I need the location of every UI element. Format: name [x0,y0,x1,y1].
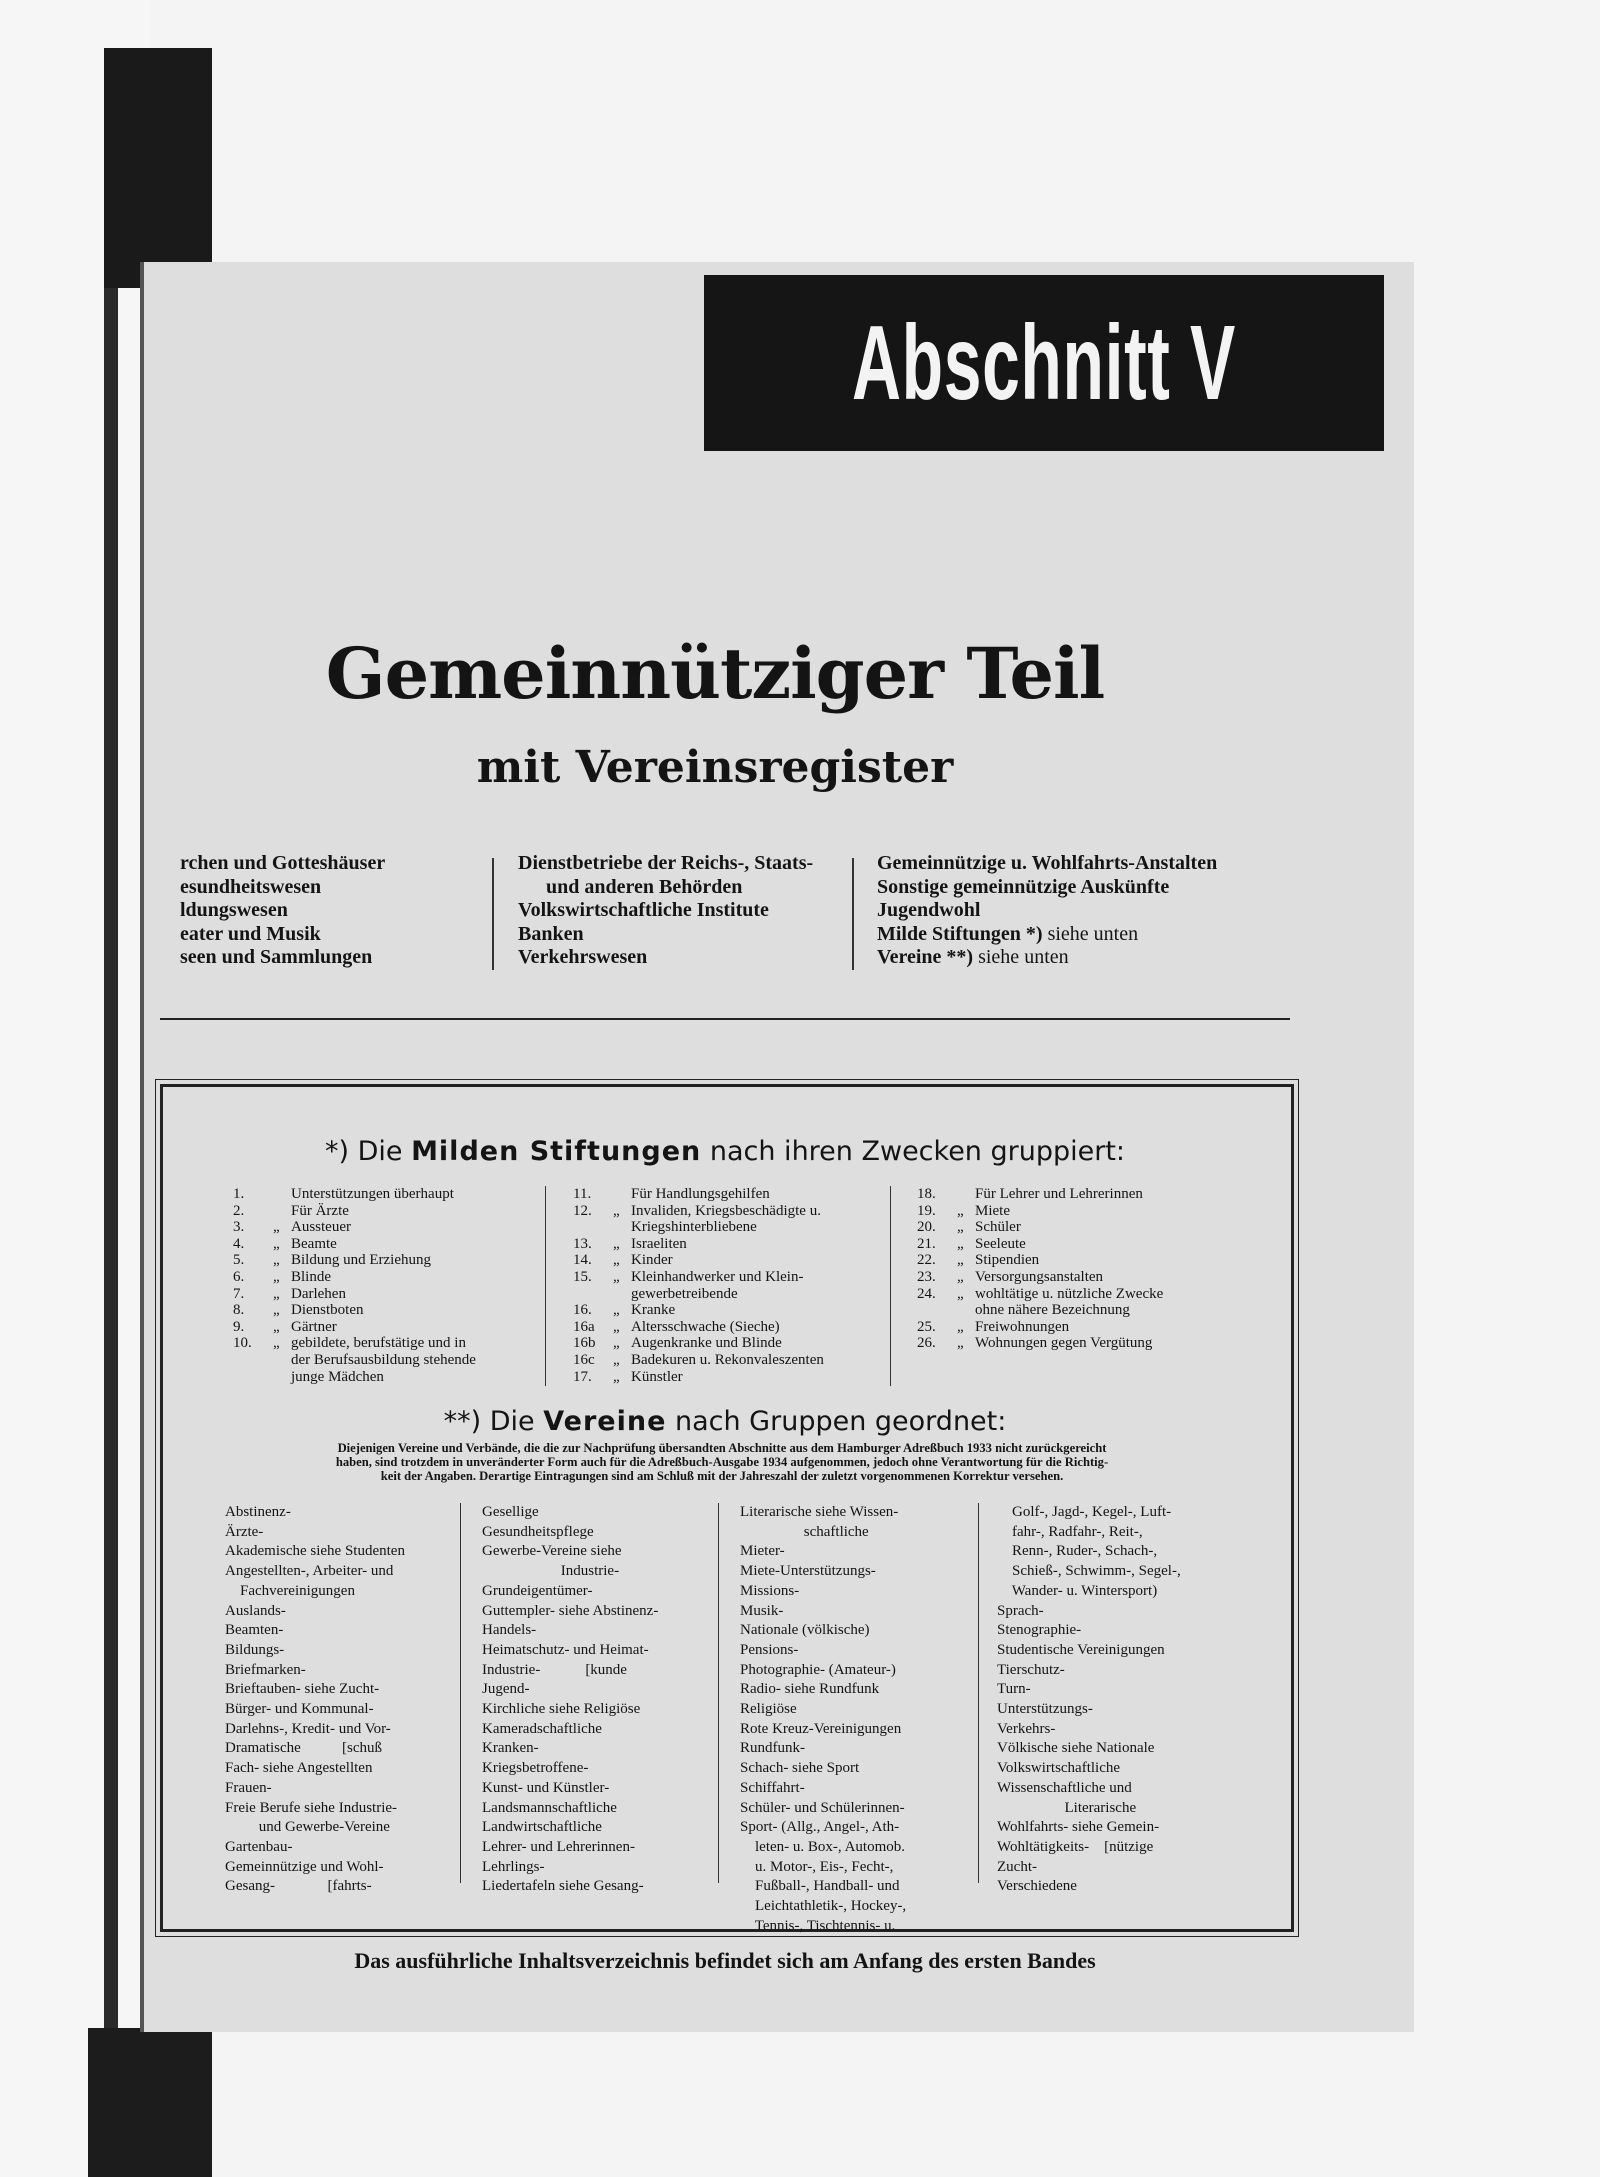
verein-group: Dramatische [schuß [225,1740,383,1757]
stiftung-row [917,1302,1217,1319]
verein-group: Wohltätigkeits- [nützige [997,1838,1154,1855]
ditto-mark: „ [613,1351,620,1368]
verein-group: Gesang- [fahrts- [225,1878,372,1895]
verein-group: Kameradschaftliche [482,1720,602,1737]
verein-group: Schüler- und Schülerinnen- [740,1799,905,1816]
stiftung-number: 4. [233,1235,245,1252]
verein-group: Völkische siehe Nationale [997,1740,1155,1757]
verein-group: Wohlfahrts- siehe Gemein- [997,1819,1160,1836]
section-banner: Abschnitt V [704,275,1384,451]
toc-item: Verkehrswesen [518,946,648,968]
stiftung-purpose: gewerbetreibende [631,1285,738,1302]
ditto-mark [273,1186,291,1203]
verein-group: Freie Berufe siehe Industrie- [225,1799,398,1816]
stiftung-number: 24. [917,1285,936,1302]
stiftung-number: 19. [917,1202,936,1219]
verein-group: Angestellten-, Arbeiter- und [225,1563,394,1580]
note-line: haben, sind trotzdem in unveränderter Form auch für die Adreßbuch-Ausgabe 1934 aufgenommen, jedoch ohne Verantwortung für die Richtig- [335,1455,1109,1469]
verein-group: Brieftauben- siehe Zucht- [225,1681,380,1698]
stiftung-number: 3. [233,1219,245,1236]
verein-group: Bürger- und Kommunal- [225,1701,374,1718]
stiftung-row [917,1219,1217,1236]
verein-group: Volkswirtschaftliche [997,1760,1121,1777]
verein-group: Zucht- [997,1858,1037,1875]
verein-group: Missions- [740,1582,800,1599]
verein-group: Liedertafeln siehe Gesang- [482,1878,644,1895]
column-divider [460,1503,461,1883]
toc-column-2 [518,852,848,970]
column-divider [718,1503,719,1883]
toc-item: Jugendwohl [877,899,981,921]
verein-group: Akademische siehe Studenten [225,1543,405,1560]
verein-group: Ärzte- [225,1523,264,1540]
stiftung-number: 23. [917,1268,936,1285]
verein-group: Unterstützungs- [997,1701,1093,1718]
stiftung-purpose: Gärtner [291,1318,337,1335]
verein-group: Sprach- [997,1602,1044,1619]
stiftung-row [233,1319,523,1336]
ditto-mark [273,1203,291,1220]
verein-group: Kriegsbetroffene- [482,1760,589,1777]
toc-item: eater und Musik [180,922,321,945]
ditto-mark: „ [273,1285,280,1302]
verein-group: Schach- siehe Sport [740,1760,860,1777]
toc-item: Milde Stiftungen *) siehe unten [877,922,1139,945]
ditto-mark [613,1219,631,1236]
verein-group: Schiffahrt- [740,1779,805,1796]
stiftung-purpose: ohne nähere Bezeichnung [975,1302,1130,1319]
stiftung-row [573,1319,873,1336]
ditto-mark: „ [273,1335,280,1352]
toc-item: Banken [518,922,584,945]
stiftung-number: 13. [573,1235,592,1252]
stiftung-row [233,1335,523,1352]
toc-item: rchen und Gotteshäuser [180,852,386,874]
stiftung-purpose: Kranke [631,1302,676,1319]
stiftung-row [233,1286,523,1303]
stiftung-number: 12. [573,1202,592,1219]
verein-group: Photographie- (Amateur-) [740,1661,896,1678]
stiftung-number [233,1352,273,1369]
verein-group: Turn- [997,1681,1031,1698]
stiftungen-heading: *) Die Milden Stiftungen nach ihren Zwecken gruppiert: [324,1136,1126,1167]
stiftung-purpose: der Berufsausbildung stehende [291,1351,476,1368]
verein-group: Fußball-, Handball- und [740,1878,900,1895]
column-divider [978,1503,979,1883]
ditto-mark: „ [273,1302,280,1319]
stiftung-purpose: Kleinhandwerker und Klein- [631,1268,804,1285]
stiftung-row [917,1286,1217,1303]
verein-group: Landwirtschaftliche [482,1819,602,1836]
verein-group: Studentische Vereinigungen [997,1641,1165,1658]
ditto-mark: „ [613,1235,620,1252]
verein-group: Abstinenz- [225,1504,291,1520]
stiftung-row [573,1186,873,1203]
stiftung-number: 18. [917,1186,936,1202]
stiftung-purpose: Kriegshinterbliebene [631,1219,757,1236]
ditto-mark [613,1286,631,1303]
stiftung-row [917,1203,1217,1220]
verein-group: Fachvereinigungen [225,1582,355,1599]
stiftung-number: 10. [233,1335,252,1352]
stiftung-row [233,1236,523,1253]
verein-group: Radio- siehe Rundfunk [740,1681,880,1698]
stiftung-purpose: Dienstboten [291,1302,364,1319]
stiftung-purpose: Augenkranke und Blinde [631,1335,782,1352]
stiftung-row [917,1252,1217,1269]
verein-group: Rote Kreuz-Vereinigungen [740,1720,902,1737]
verein-group: Literarische [997,1799,1137,1816]
stiftung-purpose: Miete [975,1202,1010,1219]
verein-group: schaftliche [740,1523,869,1540]
verein-group: Sport- (Allg., Angel-, Ath- [740,1819,900,1836]
note-line: keit der Angaben. Derartige Eintragungen sind am Schluß mit der Jahreszahl der zuletzt vorgenommenen Korrektur versehen. [380,1469,1064,1483]
stiftung-row [233,1203,523,1220]
verein-group: Kirchliche siehe Religiöse [482,1701,641,1718]
stiftung-purpose: Seeleute [975,1235,1026,1252]
footer-note: Das ausführliche Inhaltsverzeichnis befindet sich am Anfang des ersten Bandes [354,1948,1096,1973]
toc-divider [852,858,854,970]
stiftung-row [573,1252,873,1269]
vereine-column-4 [997,1503,1227,1897]
ditto-mark: „ [613,1318,620,1335]
toc-item: Dienstbetriebe der Reichs-, Staats- [518,852,814,874]
toc-item: seen und Sammlungen [180,946,373,968]
stiftung-row [573,1302,873,1319]
stiftung-purpose: Unterstützungen überhaupt [291,1186,454,1202]
verein-group: Verkehrs- [997,1720,1056,1737]
verein-group: Tierschutz- [997,1661,1065,1678]
stiftung-number [573,1286,613,1303]
stiftung-purpose: Kinder [631,1252,673,1269]
ditto-mark: „ [613,1335,620,1352]
ditto-mark: „ [613,1252,620,1269]
verein-group: Lehrlings- [482,1858,545,1875]
stiftung-purpose: Schüler [975,1219,1021,1236]
stiftung-purpose: Aussteuer [291,1219,351,1236]
stiftungen-column-1 [233,1186,523,1385]
stiftung-number: 6. [233,1268,245,1285]
verein-group: Pensions- [740,1641,799,1658]
verein-group: leten- u. Box-, Automob. [740,1838,905,1855]
verein-group: Religiöse [740,1701,797,1718]
verein-group: Gewerbe-Vereine siehe [482,1543,622,1560]
stiftung-number: 15. [573,1268,592,1285]
book-spine-top [104,48,212,288]
stiftung-row [233,1302,523,1319]
verein-group: Miete-Unterstützungs- [740,1563,876,1580]
stiftung-number: 16c [573,1351,595,1368]
page-title: Gemeinnütziger Teil [325,632,1105,715]
verein-group: Heimatschutz- und Heimat- [482,1641,649,1658]
note-line: Diejenigen Vereine und Verbände, die die zur Nachprüfung übersandten Abschnitte aus dem Hamburger Adreßbuch 1933 nicht zurückgereicht [337,1441,1107,1455]
stiftung-number [917,1302,957,1319]
verein-group: Kranken- [482,1740,539,1757]
stiftung-row [233,1269,523,1286]
stiftung-number: 14. [573,1252,592,1269]
stiftung-number: 26. [917,1335,936,1352]
verein-group: Wissenschaftliche und [997,1779,1132,1796]
verein-group: u. Motor-, Eis-, Fecht-, [740,1858,894,1875]
verein-group: Landsmannschaftliche [482,1799,617,1816]
ditto-mark: „ [957,1318,964,1335]
verein-group: Auslands- [225,1602,286,1619]
verein-group: Rundfunk- [740,1740,805,1757]
verein-group: Industrie- [kunde [482,1661,627,1678]
book-spine-edge [104,288,118,2028]
page-subtitle: mit Vereinsregister [476,742,954,793]
verein-group: Briefmarken- [225,1661,306,1678]
horizontal-rule [160,1018,1290,1020]
stiftung-number: 11. [573,1186,592,1202]
verein-group: Industrie- [482,1563,620,1580]
stiftungen-column-3 [917,1186,1217,1352]
verein-group: fahr-, Radfahr-, Reit-, [997,1523,1143,1540]
stiftung-purpose: junge Mädchen [291,1368,384,1385]
stiftung-purpose: gebildete, berufstätige und in [291,1335,466,1352]
stiftung-purpose: Freiwohnungen [975,1318,1070,1335]
stiftung-row [233,1352,523,1369]
stiftung-purpose: Beamte [291,1235,337,1252]
ditto-mark [613,1186,631,1203]
toc-item: Volkswirtschaftliche Institute [518,899,769,921]
verein-group: Literarische siehe Wissen- [740,1504,899,1520]
column-divider [890,1186,891,1386]
verein-group: Beamten- [225,1622,284,1639]
stiftung-row [917,1319,1217,1336]
vereine-column-1 [225,1503,445,1897]
ditto-mark: „ [957,1268,964,1285]
toc-item: ldungswesen [180,899,288,921]
toc-column-1 [180,852,480,970]
stiftung-number: 20. [917,1219,936,1236]
verein-group: Jugend- [482,1681,530,1698]
stiftung-number: 5. [233,1252,245,1269]
ditto-mark [957,1186,975,1203]
stiftung-row [573,1219,873,1236]
stiftung-purpose: Für Lehrer und Lehrerinnen [975,1186,1143,1202]
verein-group: Tennis-, Tischtennis- u. [740,1917,896,1934]
stiftungen-column-2 [573,1186,873,1385]
toc-item: esundheitswesen [180,875,322,898]
stiftung-number: 7. [233,1285,245,1302]
column-divider [545,1186,546,1386]
stiftung-number: 9. [233,1318,245,1335]
stiftung-row [233,1219,523,1236]
stiftung-number: 2. [233,1202,245,1219]
ditto-mark [273,1369,291,1386]
stiftung-row [573,1236,873,1253]
verein-group: Gesellige [482,1504,539,1520]
verein-group: Grundeigentümer- [482,1582,593,1599]
verein-group: Wander- u. Wintersport) [997,1582,1158,1599]
ditto-mark: „ [273,1252,280,1269]
ditto-mark: „ [613,1302,620,1319]
toc-divider [492,858,494,970]
stiftung-purpose: Für Handlungsgehilfen [631,1186,770,1202]
stiftung-row [917,1236,1217,1253]
verein-group: Guttempler- siehe Abstinenz- [482,1602,659,1619]
stiftung-row [573,1352,873,1369]
verein-group: Kunst- und Künstler- [482,1779,610,1796]
vereine-note [222,1441,1222,1483]
toc-item: Gemeinnützige u. Wohlfahrts-Anstalten [877,852,1218,874]
stiftung-purpose: Für Ärzte [291,1202,349,1219]
verein-group: Renn-, Ruder-, Schach-, [997,1543,1158,1560]
toc-item: Vereine **) siehe unten [877,946,1069,968]
ditto-mark: „ [613,1202,620,1219]
stiftung-number [233,1369,273,1386]
stiftung-number [573,1219,613,1236]
verein-group: Nationale (völkische) [740,1622,870,1639]
stiftung-row [233,1186,523,1203]
ditto-mark: „ [273,1219,280,1236]
stiftung-row [917,1335,1217,1352]
verein-group: Bildungs- [225,1641,285,1658]
stiftung-row [573,1203,873,1220]
stiftung-number: 21. [917,1235,936,1252]
verein-group: Lehrer- und Lehrerinnen- [482,1838,635,1855]
stiftung-purpose: Versorgungsanstalten [975,1268,1104,1285]
stiftung-number: 16a [573,1318,595,1335]
verein-group: Mieter- [740,1543,785,1560]
stiftung-number: 16b [573,1335,596,1352]
vereine-column-2 [482,1503,702,1897]
verein-group: Handels- [482,1622,537,1639]
verein-group: Gemeinnützige und Wohl- [225,1858,384,1875]
verein-group: Stenographie- [997,1622,1082,1639]
stiftung-purpose: Blinde [291,1268,331,1285]
stiftung-purpose: Wohnungen gegen Vergütung [975,1335,1153,1352]
ditto-mark: „ [957,1219,964,1236]
ditto-mark: „ [613,1368,620,1385]
ditto-mark: „ [957,1285,964,1302]
ditto-mark: „ [613,1268,620,1285]
stiftung-purpose: Badekuren u. Rekonvaleszenten [631,1351,824,1368]
ditto-mark [273,1352,291,1369]
stiftung-number: 1. [233,1186,245,1202]
vereine-column-3 [740,1503,960,1936]
verein-group: Musik- [740,1602,784,1619]
stiftung-row [573,1286,873,1303]
verein-group: Verschiedene [997,1878,1077,1895]
stiftung-number: 25. [917,1318,936,1335]
stiftung-purpose: Israeliten [631,1235,687,1252]
ditto-mark: „ [273,1318,280,1335]
verein-group: Schieß-, Schwimm-, Segel-, [997,1563,1181,1580]
stiftung-row [573,1335,873,1352]
toc-column-3 [877,852,1277,970]
verein-group: Golf-, Jagd-, Kegel-, Luft- [997,1504,1172,1520]
verein-group: Darlehns-, Kredit- und Vor- [225,1720,391,1737]
stiftung-row [573,1369,873,1386]
ditto-mark [957,1302,975,1319]
ditto-mark: „ [273,1235,280,1252]
stiftung-row [233,1369,523,1386]
verein-group: Leichtathletik-, Hockey-, [740,1898,907,1915]
ditto-mark: „ [957,1235,964,1252]
book-spine-bottom [88,2028,212,2177]
stiftung-purpose: Bildung und Erziehung [291,1252,431,1269]
stiftung-purpose: Invaliden, Kriegsbeschädigte u. [631,1202,821,1219]
stiftung-number: 22. [917,1252,936,1269]
verein-group: Fach- siehe Angestellten [225,1760,373,1777]
stiftung-purpose: Darlehen [291,1285,346,1302]
stiftung-number: 8. [233,1302,245,1319]
ditto-mark: „ [957,1202,964,1219]
stiftung-purpose: wohltätige u. nützliche Zwecke [975,1285,1164,1302]
verein-group: Gartenbau- [225,1838,293,1855]
stiftung-row [233,1252,523,1269]
toc-item: und anderen Behörden [546,875,743,898]
stiftung-purpose: Stipendien [975,1252,1040,1269]
toc-item: Sonstige gemeinnützige Auskünfte [877,875,1170,898]
verein-group: Gesundheitspflege [482,1523,594,1540]
stiftung-purpose: Künstler [631,1368,683,1385]
ditto-mark: „ [957,1252,964,1269]
stiftung-number: 17. [573,1368,592,1385]
scan-margin [0,0,150,2177]
vereine-heading: **) Die Vereine nach Gruppen geordnet: [443,1406,1007,1437]
stiftung-row [573,1269,873,1286]
stiftung-purpose: Altersschwache (Sieche) [631,1318,780,1335]
stiftung-row [917,1186,1217,1203]
verein-group: Frauen- [225,1779,272,1796]
ditto-mark: „ [957,1335,964,1352]
stiftung-number: 16. [573,1302,592,1319]
verein-group: und Gewerbe-Vereine [225,1819,390,1836]
stiftung-row [917,1269,1217,1286]
ditto-mark: „ [273,1268,280,1285]
